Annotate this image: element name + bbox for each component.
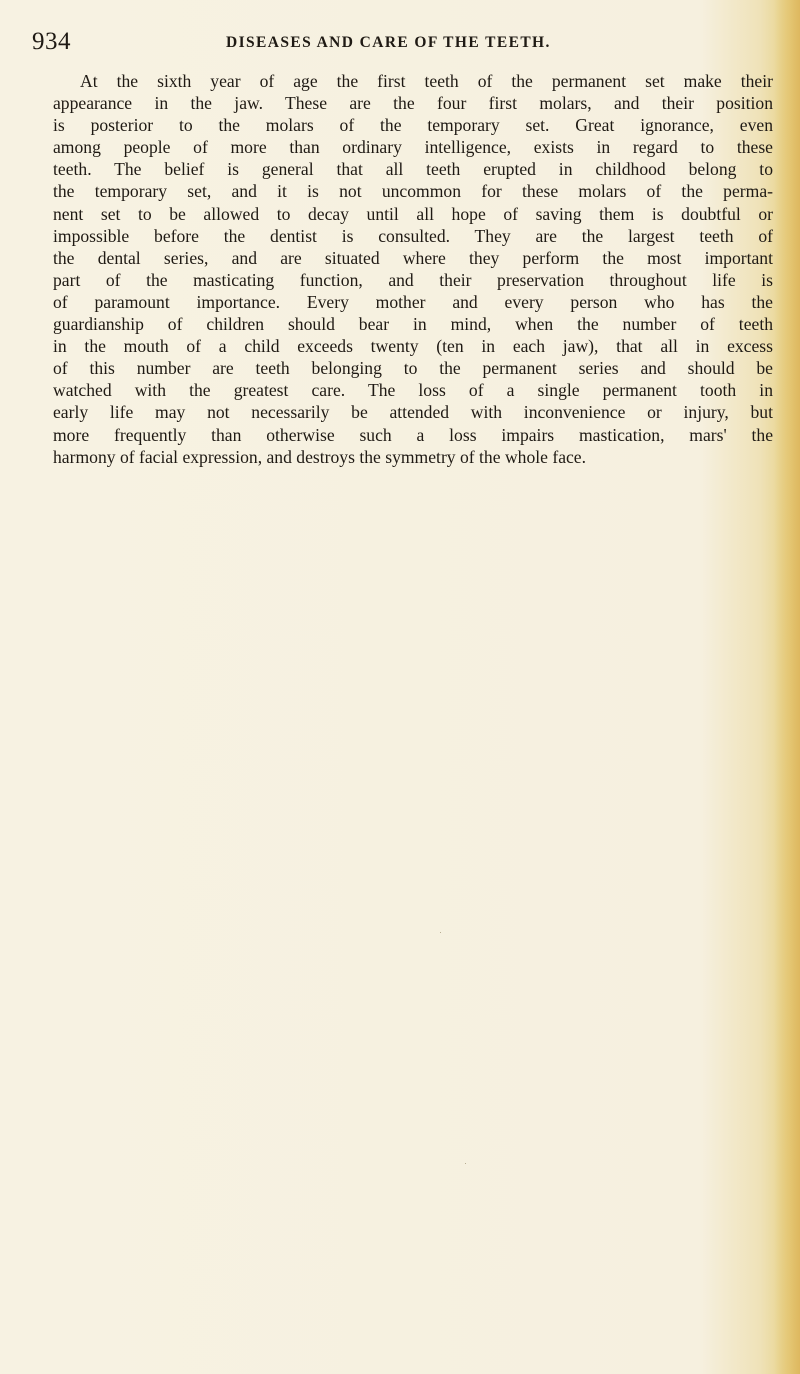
running-head-title: DISEASES AND CARE OF THE TEETH. (226, 34, 551, 51)
page-edge-shading (774, 0, 800, 1374)
text-line: is posterior to the molars of the temporary set. Great ignorance, even (53, 115, 773, 136)
body-paragraph (53, 70, 773, 468)
text-line: in the mouth of a child exceeds twenty (ten in each jaw), that all in excess (53, 336, 773, 357)
page-number: 934 (32, 28, 71, 55)
text-line: of paramount importance. Every mother and every person who has the (53, 291, 773, 312)
text-line: impossible before the dentist is consulted. They are the largest teeth of (53, 225, 773, 246)
text-line: watched with the greatest care. The loss of a single permanent tooth in (53, 380, 773, 401)
text-line: teeth. The belief is general that all teeth erupted in childhood belong to (53, 159, 773, 180)
text-line: early life may not necessarily be attended with inconvenience or injury, but (53, 402, 773, 423)
text-line: guardianship of children should bear in mind, when the number of teeth (53, 314, 773, 335)
text-line: appearance in the jaw. These are the four first molars, and their position (53, 93, 773, 114)
text-line: the temporary set, and it is not uncommon for these molars of the perma- (53, 181, 773, 202)
paper-speck (440, 932, 441, 933)
text-line: part of the masticating function, and their preservation throughout life is (53, 269, 773, 290)
text-line: of this number are teeth belonging to the permanent series and should be (53, 358, 773, 379)
text-line: more frequently than otherwise such a loss impairs mastication, mars' the (53, 424, 773, 445)
text-line: among people of more than ordinary intelligence, exists in regard to these (53, 137, 773, 158)
text-line: nent set to be allowed to decay until all hope of saving them is doubtful or (53, 203, 773, 224)
text-line: the dental series, and are situated where they perform the most important (53, 247, 773, 268)
running-head (32, 26, 772, 56)
paper-speck (465, 1163, 466, 1164)
text-line: harmony of facial expression, and destroys the symmetry of the whole face. (53, 446, 587, 467)
text-line: At the sixth year of age the first teeth of the permanent set make their (80, 71, 773, 91)
